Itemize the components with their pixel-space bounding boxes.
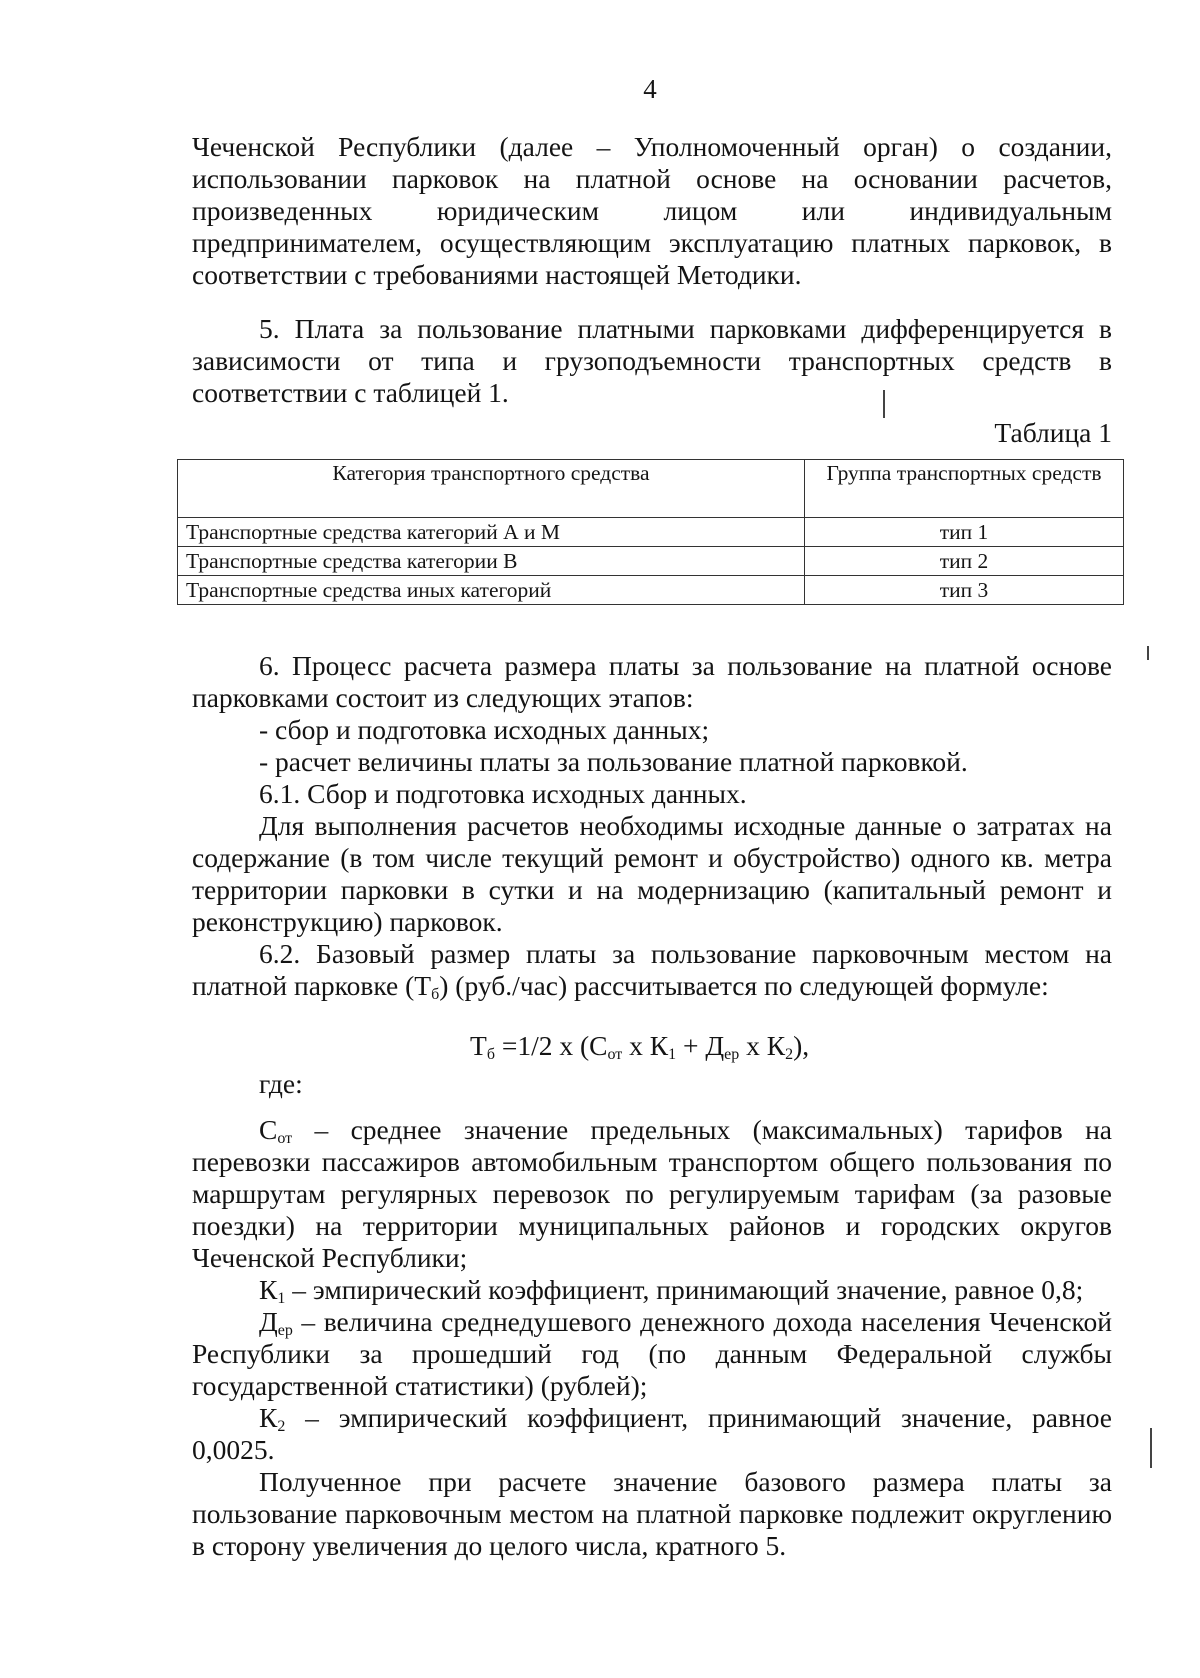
table-header-category: Категория транспортного средства bbox=[178, 460, 805, 518]
formula-part: =1/2 х (С bbox=[494, 1030, 608, 1061]
table-cell-category: Транспортные средства категорий А и М bbox=[178, 518, 805, 547]
table-cell-category: Транспортные средства иных категорий bbox=[178, 576, 805, 605]
formula-subscript: 1 bbox=[668, 1046, 677, 1063]
paragraph-6: 6. Процесс расчета размера платы за пользование на платной основе парковками состоит из следующих этапов: bbox=[192, 650, 1112, 713]
scan-mark bbox=[883, 390, 885, 418]
formula-symbol-t: Т bbox=[470, 1030, 487, 1061]
definition-symbol: С bbox=[259, 1114, 278, 1145]
paragraph-6-2-part-a: 6.2. Базовый размер платы за пользование парковочным местом на платной парковке (Т bbox=[192, 938, 1112, 1001]
scan-mark bbox=[1147, 646, 1149, 660]
formula-subscript: 2 bbox=[785, 1046, 794, 1063]
formula-part: ), bbox=[793, 1030, 810, 1061]
paragraph-final: Полученное при расчете значение базового размера платы за пользование парковочным местом на платной парковке подлежит округлению в сторону увеличения до целого числа, кратного 5. bbox=[192, 1466, 1112, 1561]
formula-subscript: от bbox=[607, 1046, 623, 1063]
table-cell-group: тип 1 bbox=[805, 518, 1124, 547]
definition-subscript: 1 bbox=[277, 1290, 286, 1307]
paragraph-6-2-part-b: ) (руб./час) рассчитывается по следующей формуле: bbox=[439, 970, 1049, 1001]
table-cell-group: тип 3 bbox=[805, 576, 1124, 605]
list-item-2: - расчет величины платы за пользование платной парковкой. bbox=[259, 746, 968, 777]
table-row bbox=[178, 518, 1124, 547]
vehicle-category-table bbox=[177, 459, 1124, 605]
section-5-block bbox=[192, 313, 1112, 409]
paragraph-6-1-title: 6.1. Сбор и подготовка исходных данных. bbox=[259, 778, 747, 809]
definition-text: – среднее значение предельных (максимальных) тарифов на перевозки пассажиров автомобильным транспортом общего пользования по маршрутам регулярных перевозок по регулируемым тарифам (за разовые поездки) на территории муниципальных районов и городских округов Чеченской Республики; bbox=[192, 1114, 1112, 1273]
table-cell-group: тип 2 bbox=[805, 547, 1124, 576]
definition-k1 bbox=[192, 1274, 1112, 1306]
formula-subscript: б bbox=[486, 1046, 495, 1063]
paragraph-6-2-subscript: б bbox=[431, 986, 440, 1003]
table-header-row bbox=[178, 460, 1124, 518]
formula-part: + Д bbox=[676, 1030, 725, 1061]
scan-mark bbox=[1150, 1428, 1152, 1468]
where-label: где: bbox=[259, 1068, 303, 1099]
table-row bbox=[178, 576, 1124, 605]
definition-c bbox=[192, 1114, 1112, 1274]
formula-part: х К bbox=[739, 1030, 786, 1061]
table-row bbox=[178, 547, 1124, 576]
paragraph-6-1-text: Для выполнения расчетов необходимы исходные данные о затратах на содержание (в том числе текущий ремонт и обустройство) одного кв. метра территории парковки в сутки и на модернизацию (капитальный ремонт и реконструкцию) парковок. bbox=[192, 810, 1112, 937]
definition-text: – эмпирический коэффициент, принимающий значение, равное 0,8; bbox=[285, 1274, 1084, 1305]
definition-text: – величина среднедушевого денежного дохода населения Чеченской Республики за прошедший год (по данным Федеральной службы государственной статистики) (рублей); bbox=[192, 1306, 1112, 1401]
definition-symbol: К bbox=[259, 1274, 278, 1305]
definition-subscript: 2 bbox=[277, 1418, 286, 1435]
definition-symbol: Д bbox=[259, 1306, 278, 1337]
definition-text: – эмпирический коэффициент, принимающий значение, равное 0,0025. bbox=[192, 1402, 1112, 1465]
definitions-block bbox=[192, 1114, 1112, 1562]
formula bbox=[470, 1030, 809, 1062]
definition-d bbox=[192, 1306, 1112, 1402]
formula-part: х К bbox=[622, 1030, 669, 1061]
definition-subscript: ер bbox=[277, 1322, 293, 1339]
table-caption: Таблица 1 bbox=[994, 417, 1112, 448]
list-item-1: - сбор и подготовка исходных данных; bbox=[259, 714, 710, 745]
page-number: 4 bbox=[643, 74, 657, 104]
section-6-block bbox=[192, 650, 1112, 1002]
paragraph-5: 5. Плата за пользование платными парковками дифференцируется в зависимости от типа и грузоподъемности транспортных средств в соответствии с таблицей 1. bbox=[192, 313, 1112, 408]
formula-subscript: ер bbox=[724, 1046, 740, 1063]
definition-k2 bbox=[192, 1402, 1112, 1466]
table-header-group: Группа транспортных средств bbox=[805, 460, 1124, 518]
intro-block bbox=[192, 131, 1112, 291]
paragraph-intro: Чеченской Республики (далее – Уполномоченный орган) о создании, использовании парковок на платной основе на основании расчетов, произведенных юридическим лицом или индивидуальным предпринимателем, осуществляющим эксплуатацию платных парковок, в соответствии с требованиями настоящей Методики. bbox=[192, 131, 1112, 290]
definition-subscript: от bbox=[277, 1130, 293, 1147]
table-cell-category: Транспортные средства категории B bbox=[178, 547, 805, 576]
paragraph-6-2 bbox=[192, 938, 1112, 1002]
definition-symbol: К bbox=[259, 1402, 278, 1433]
